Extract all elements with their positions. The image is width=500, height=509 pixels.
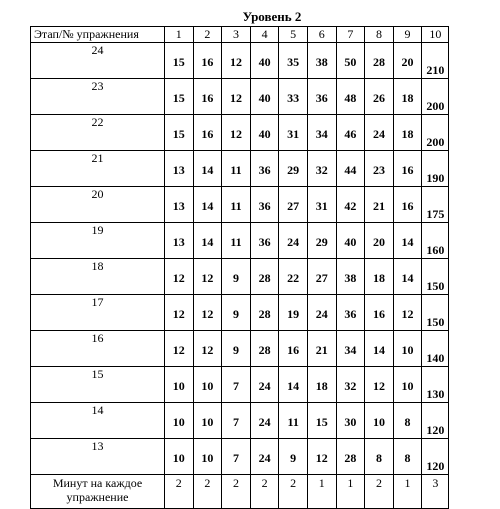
repetition-value: 15 [165, 79, 194, 115]
stage-row [31, 115, 449, 151]
repetition-value: 9 [222, 259, 251, 295]
repetition-value: 24 [250, 403, 279, 439]
stage-number: 23 [31, 79, 165, 115]
repetition-value: 18 [393, 79, 422, 115]
repetition-value: 31 [307, 187, 336, 223]
repetition-value: 36 [307, 79, 336, 115]
repetition-value: 16 [193, 43, 222, 79]
repetition-value: 36 [250, 187, 279, 223]
minutes-value: 2 [165, 475, 194, 509]
repetition-value: 40 [250, 79, 279, 115]
repetition-value: 29 [307, 223, 336, 259]
repetition-value: 120 [422, 439, 449, 475]
repetition-value: 15 [307, 403, 336, 439]
repetition-value: 13 [165, 187, 194, 223]
stage-row [31, 43, 449, 79]
repetition-value: 16 [365, 295, 394, 331]
stage-row [31, 403, 449, 439]
repetition-value: 12 [222, 43, 251, 79]
repetition-value: 18 [393, 115, 422, 151]
repetition-value: 10 [193, 439, 222, 475]
exercise-number-header: 10 [422, 27, 449, 43]
repetition-value: 21 [307, 331, 336, 367]
repetition-value: 48 [336, 79, 365, 115]
repetition-value: 30 [336, 403, 365, 439]
repetition-value: 10 [193, 403, 222, 439]
repetition-value: 40 [336, 223, 365, 259]
exercise-number-header: 3 [222, 27, 251, 43]
repetition-value: 13 [165, 151, 194, 187]
minutes-value: 2 [250, 475, 279, 509]
repetition-value: 12 [165, 295, 194, 331]
table-title: Уровень 2 [242, 9, 302, 24]
stage-row [31, 223, 449, 259]
repetition-value: 11 [222, 187, 251, 223]
repetition-value: 12 [307, 439, 336, 475]
repetition-value: 10 [193, 367, 222, 403]
repetition-value: 38 [336, 259, 365, 295]
repetition-value: 11 [222, 151, 251, 187]
repetition-value: 16 [393, 187, 422, 223]
minutes-value: 2 [193, 475, 222, 509]
repetition-value: 140 [422, 331, 449, 367]
stage-number: 18 [31, 259, 165, 295]
stage-number: 16 [31, 331, 165, 367]
repetition-value: 28 [250, 331, 279, 367]
repetition-value: 28 [250, 259, 279, 295]
stage-number: 21 [31, 151, 165, 187]
repetition-value: 14 [365, 331, 394, 367]
exercise-number-header: 5 [279, 27, 308, 43]
stage-number: 24 [31, 43, 165, 79]
stage-rows [31, 43, 449, 475]
exercise-number-header: 2 [193, 27, 222, 43]
repetition-value: 20 [365, 223, 394, 259]
repetition-value: 23 [365, 151, 394, 187]
repetition-value: 19 [279, 295, 308, 331]
repetition-value: 9 [222, 331, 251, 367]
stage-number: 22 [31, 115, 165, 151]
repetition-value: 15 [165, 115, 194, 151]
exercise-number-header: 9 [393, 27, 422, 43]
repetition-value: 36 [336, 295, 365, 331]
repetition-value: 36 [250, 223, 279, 259]
stage-number: 15 [31, 367, 165, 403]
repetition-value: 40 [250, 43, 279, 79]
repetition-value: 28 [365, 43, 394, 79]
stage-row [31, 439, 449, 475]
repetition-value: 14 [193, 223, 222, 259]
repetition-value: 9 [222, 295, 251, 331]
repetition-value: 12 [193, 295, 222, 331]
repetition-value: 18 [307, 367, 336, 403]
repetition-value: 130 [422, 367, 449, 403]
repetition-value: 29 [279, 151, 308, 187]
repetition-value: 38 [307, 43, 336, 79]
repetition-value: 16 [279, 331, 308, 367]
stage-row [31, 79, 449, 115]
minutes-value: 2 [365, 475, 394, 509]
stage-row [31, 151, 449, 187]
repetition-value: 46 [336, 115, 365, 151]
stage-column-header: Этап/№ упражнения [31, 27, 165, 43]
repetition-value: 24 [279, 223, 308, 259]
stage-row [31, 367, 449, 403]
repetition-value: 42 [336, 187, 365, 223]
repetition-value: 200 [422, 115, 449, 151]
repetition-value: 150 [422, 259, 449, 295]
repetition-value: 150 [422, 295, 449, 331]
stage-number: 20 [31, 187, 165, 223]
repetition-value: 26 [365, 79, 394, 115]
repetition-value: 7 [222, 403, 251, 439]
repetition-value: 10 [165, 439, 194, 475]
repetition-value: 22 [279, 259, 308, 295]
repetition-value: 15 [165, 43, 194, 79]
repetition-value: 24 [307, 295, 336, 331]
repetition-value: 14 [393, 223, 422, 259]
repetition-value: 7 [222, 439, 251, 475]
repetition-value: 34 [307, 115, 336, 151]
repetition-value: 35 [279, 43, 308, 79]
repetition-value: 12 [165, 331, 194, 367]
repetition-value: 12 [222, 79, 251, 115]
exercise-number-header: 7 [336, 27, 365, 43]
minutes-label [31, 475, 165, 509]
repetition-value: 14 [193, 151, 222, 187]
repetition-value: 10 [393, 331, 422, 367]
repetition-value: 10 [165, 367, 194, 403]
repetition-value: 44 [336, 151, 365, 187]
minutes-label-line1: Минут на каждое [52, 476, 143, 490]
repetition-value: 33 [279, 79, 308, 115]
exercise-number-header: 4 [250, 27, 279, 43]
repetition-value: 10 [393, 367, 422, 403]
repetition-value: 31 [279, 115, 308, 151]
stage-number: 13 [31, 439, 165, 475]
minutes-value: 1 [336, 475, 365, 509]
repetition-value: 24 [365, 115, 394, 151]
repetition-value: 10 [165, 403, 194, 439]
repetition-value: 12 [193, 259, 222, 295]
repetition-value: 8 [393, 403, 422, 439]
repetition-value: 28 [336, 439, 365, 475]
repetition-value: 8 [365, 439, 394, 475]
exercise-number-header: 8 [365, 27, 394, 43]
minutes-value: 2 [279, 475, 308, 509]
repetition-value: 12 [222, 115, 251, 151]
repetition-value: 12 [165, 259, 194, 295]
repetition-value: 24 [250, 439, 279, 475]
repetition-value: 32 [307, 151, 336, 187]
minutes-value: 3 [422, 475, 449, 509]
repetition-value: 27 [279, 187, 308, 223]
repetition-value: 12 [365, 367, 394, 403]
repetition-value: 14 [279, 367, 308, 403]
repetition-value: 190 [422, 151, 449, 187]
repetition-value: 40 [250, 115, 279, 151]
minutes-value: 1 [393, 475, 422, 509]
minutes-label-line2: упражнение [66, 490, 129, 504]
repetition-value: 24 [250, 367, 279, 403]
repetition-value: 11 [279, 403, 308, 439]
header-row [31, 27, 449, 43]
training-table [30, 26, 449, 509]
repetition-value: 28 [250, 295, 279, 331]
minutes-row [31, 475, 449, 509]
repetition-value: 27 [307, 259, 336, 295]
stage-number: 14 [31, 403, 165, 439]
repetition-value: 16 [193, 79, 222, 115]
repetition-value: 9 [279, 439, 308, 475]
repetition-value: 18 [365, 259, 394, 295]
repetition-value: 10 [365, 403, 394, 439]
stage-number: 19 [31, 223, 165, 259]
repetition-value: 8 [393, 439, 422, 475]
stage-row [31, 259, 449, 295]
stage-number: 17 [31, 295, 165, 331]
repetition-value: 13 [165, 223, 194, 259]
repetition-value: 11 [222, 223, 251, 259]
repetition-value: 32 [336, 367, 365, 403]
repetition-value: 200 [422, 79, 449, 115]
repetition-value: 12 [193, 331, 222, 367]
stage-row [31, 331, 449, 367]
repetition-value: 20 [393, 43, 422, 79]
repetition-value: 16 [193, 115, 222, 151]
minutes-value: 1 [307, 475, 336, 509]
minutes-value: 2 [222, 475, 251, 509]
exercise-number-header: 1 [165, 27, 194, 43]
stage-row [31, 295, 449, 331]
repetition-value: 12 [393, 295, 422, 331]
repetition-value: 7 [222, 367, 251, 403]
stage-row [31, 187, 449, 223]
repetition-value: 34 [336, 331, 365, 367]
repetition-value: 14 [393, 259, 422, 295]
repetition-value: 36 [250, 151, 279, 187]
repetition-value: 175 [422, 187, 449, 223]
repetition-value: 21 [365, 187, 394, 223]
exercise-number-header: 6 [307, 27, 336, 43]
repetition-value: 210 [422, 43, 449, 79]
repetition-value: 16 [393, 151, 422, 187]
repetition-value: 160 [422, 223, 449, 259]
repetition-value: 50 [336, 43, 365, 79]
repetition-value: 120 [422, 403, 449, 439]
repetition-value: 14 [193, 187, 222, 223]
